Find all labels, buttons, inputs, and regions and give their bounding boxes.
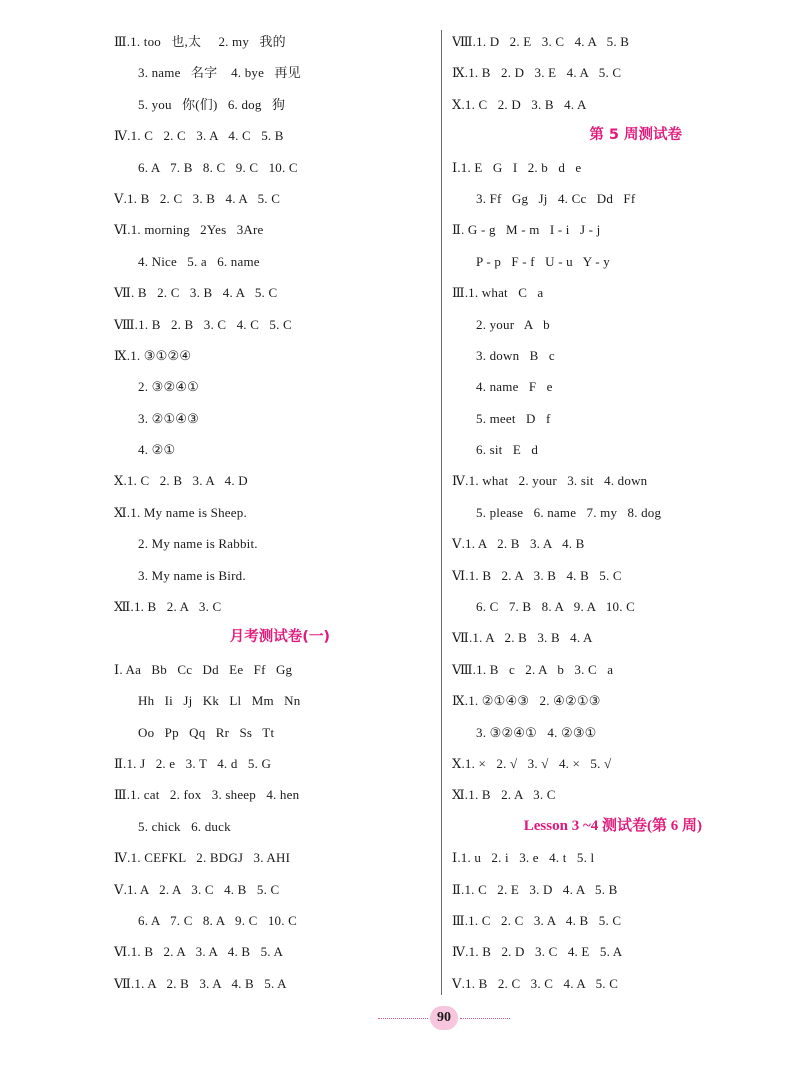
answer-line: 2. ③②④① xyxy=(138,379,200,395)
answer-line: Ⅱ.1. C 2. E 3. D 4. A 5. B xyxy=(452,881,618,897)
answer-line: Ⅴ.1. A 2. A 3. C 4. B 5. C xyxy=(114,881,280,897)
answer-line: Ⅹ.1. C 2. B 3. A 4. D xyxy=(114,473,248,489)
answer-line: Ⅵ.1. morning 2Yes 3Are xyxy=(114,222,264,238)
column-divider xyxy=(441,30,442,995)
answer-line: P - p F - f U - u Y - y xyxy=(476,253,610,269)
answer-line: Ⅴ.1. A 2. B 3. A 4. B xyxy=(452,536,585,552)
section-title: Lesson 3 ~4 测试卷(第 6 周) xyxy=(523,817,702,834)
footer-dotted-rule-right xyxy=(460,1018,510,1019)
answer-line: Ⅵ.1. B 2. A 3. A 4. B 5. A xyxy=(114,944,284,960)
answer-line: 3. down B c xyxy=(476,347,555,363)
answer-line: 6. A 7. C 8. A 9. C 10. C xyxy=(138,912,298,928)
answer-line: Ⅰ.1. E G I 2. b d e xyxy=(452,159,582,175)
answer-line: 2. My name is Rabbit. xyxy=(138,536,258,552)
answer-line: Ⅱ. G - g M - m I - i J - j xyxy=(452,222,601,238)
answer-line: Hh Ii Jj Kk Ll Mm Nn xyxy=(138,693,301,709)
answer-line: 3. My name is Bird. xyxy=(138,567,246,583)
answer-line: Ⅲ.1. what C a xyxy=(452,285,544,301)
answer-line: Ⅳ.1. B 2. D 3. C 4. E 5. A xyxy=(452,944,623,960)
answer-line: 3. ②①④③ xyxy=(138,410,200,426)
answer-line: Ⅵ.1. B 2. A 3. B 4. B 5. C xyxy=(452,567,622,583)
answer-line: Ⅳ.1. CEFKL 2. BDGJ 3. AHI xyxy=(114,850,291,866)
section-title: 月考测试卷(一) xyxy=(229,629,330,646)
answer-line: 5. meet D f xyxy=(476,410,551,426)
section-title: 第 5 周测试卷 xyxy=(589,127,682,144)
answer-line: 5. please 6. name 7. my 8. dog xyxy=(476,504,662,520)
answer-line: Ⅶ.1. A 2. B 3. A 4. B 5. A xyxy=(114,975,287,991)
answer-line: Oo Pp Qq Rr Ss Tt xyxy=(138,724,275,740)
answer-line: Ⅶ.1. A 2. B 3. B 4. A xyxy=(452,630,593,646)
answer-line: 4. ②① xyxy=(138,442,176,458)
footer-dotted-rule-left xyxy=(378,1018,428,1019)
answer-line: Ⅲ.1. too 也,太 2. my 我的 xyxy=(114,34,286,49)
answer-line: 4. Nice 5. a 6. name xyxy=(138,253,260,269)
answer-line: Ⅷ.1. B c 2. A b 3. C a xyxy=(452,661,614,677)
page-number: 90 xyxy=(430,1006,458,1030)
answer-line: 5. chick 6. duck xyxy=(138,818,231,834)
answer-line: Ⅰ. Aa Bb Cc Dd Ee Ff Gg xyxy=(114,661,293,677)
answer-line: 4. name F e xyxy=(476,379,553,395)
answer-line: Ⅲ.1. cat 2. fox 3. sheep 4. hen xyxy=(114,787,300,803)
answer-line: 3. ③②④① 4. ②③① xyxy=(476,724,597,740)
answer-line: Ⅺ.1. B 2. A 3. C xyxy=(452,787,556,803)
answer-line: 5. you 你(们) 6. dog 狗 xyxy=(138,96,286,112)
answer-line: Ⅻ.1. B 2. A 3. C xyxy=(114,599,222,615)
answer-line: Ⅸ.1. ②①④③ 2. ④②①③ xyxy=(452,693,601,709)
answer-line: Ⅳ.1. C 2. C 3. A 4. C 5. B xyxy=(114,128,284,144)
answer-line: Ⅹ.1. × 2. √ 3. √ 4. × 5. √ xyxy=(452,755,612,771)
answer-line: Ⅴ.1. B 2. C 3. B 4. A 5. C xyxy=(114,190,281,206)
answer-line: 2. your A b xyxy=(476,316,550,332)
answer-line: Ⅱ.1. J 2. e 3. T 4. d 5. G xyxy=(114,755,272,771)
answer-line: 6. A 7. B 8. C 9. C 10. C xyxy=(138,159,298,175)
left-column xyxy=(114,26,434,999)
answer-line: Ⅷ.1. D 2. E 3. C 4. A 5. B xyxy=(452,34,630,49)
page-footer xyxy=(0,1004,800,1034)
answer-line: 3. Ff Gg Jj 4. Cc Dd Ff xyxy=(476,190,636,206)
answer-line: Ⅴ.1. B 2. C 3. C 4. A 5. C xyxy=(452,975,619,991)
answer-line: Ⅳ.1. what 2. your 3. sit 4. down xyxy=(452,473,648,489)
right-column xyxy=(452,26,752,999)
answer-line: Ⅹ.1. C 2. D 3. B 4. A xyxy=(452,96,587,112)
answer-line: 6. sit E d xyxy=(476,442,539,458)
answer-line: Ⅶ. B 2. C 3. B 4. A 5. C xyxy=(114,285,278,301)
answer-line: Ⅸ.1. B 2. D 3. E 4. A 5. C xyxy=(452,65,622,81)
answer-line: Ⅰ.1. u 2. i 3. e 4. t 5. l xyxy=(452,850,595,866)
answer-line: 3. name 名字 4. bye 再见 xyxy=(138,65,301,81)
answer-line: Ⅸ.1. ③①②④ xyxy=(114,347,192,363)
answer-line: Ⅺ.1. My name is Sheep. xyxy=(114,504,247,520)
answer-line: Ⅲ.1. C 2. C 3. A 4. B 5. C xyxy=(452,912,622,928)
answer-line: 6. C 7. B 8. A 9. A 10. C xyxy=(476,599,636,615)
answer-line: Ⅷ.1. B 2. B 3. C 4. C 5. C xyxy=(114,316,292,332)
